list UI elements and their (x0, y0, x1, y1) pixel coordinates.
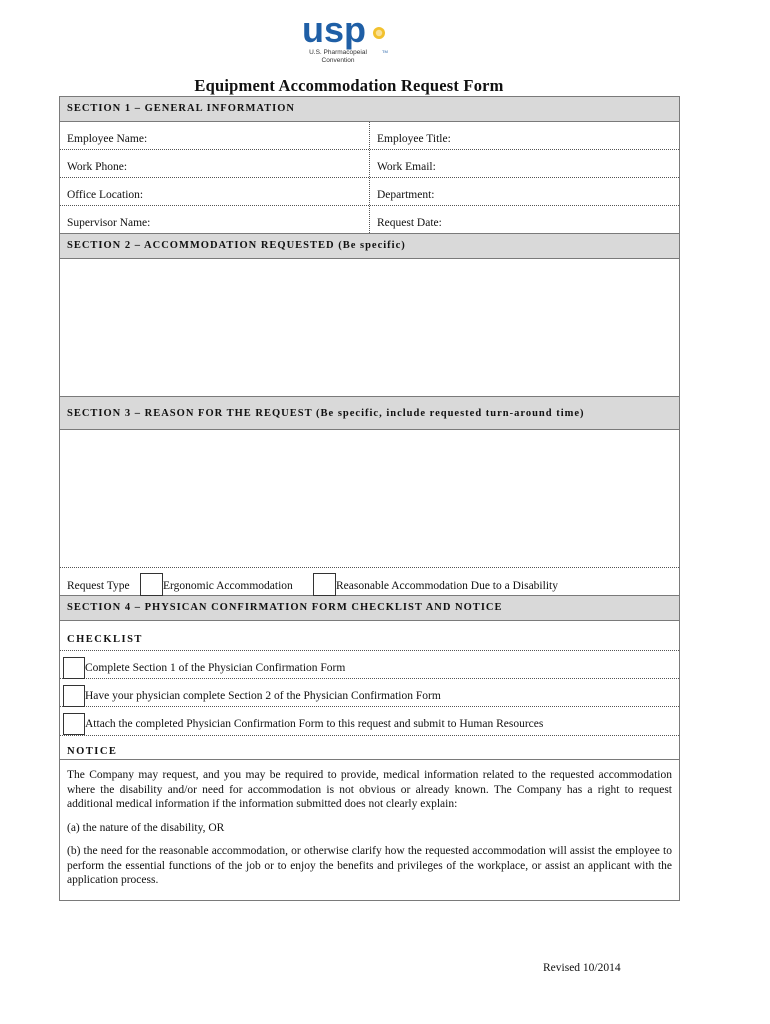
ergonomic-checkbox[interactable] (140, 573, 163, 596)
logo-trademark: TM (382, 49, 388, 54)
request-type-label: Request Type (67, 580, 130, 592)
checklist-item (60, 651, 679, 679)
notice-body (60, 760, 679, 900)
logo-line1: U.S. Pharmacopeial (309, 49, 367, 56)
supervisor-name-field[interactable]: Supervisor Name: (60, 206, 370, 233)
checklist-checkbox[interactable] (63, 657, 85, 679)
usp-logo (300, 10, 410, 66)
notice-paragraph: (a) the nature of the disability, OR (67, 821, 225, 834)
section2-heading: SECTION 2 – ACCOMMODATION REQUESTED (Be specific) (60, 234, 679, 259)
employee-name-field[interactable]: Employee Name: (60, 122, 370, 149)
logo-accent-highlight (376, 30, 382, 36)
checklist-item (60, 679, 679, 707)
accommodation-requested-area[interactable] (60, 259, 679, 397)
office-location-field[interactable]: Office Location: (60, 178, 370, 205)
checklist-item-label: Have your physician complete Section 2 of the Physician Confirmation Form (85, 690, 441, 702)
section3-heading: SECTION 3 – REASON FOR THE REQUEST (Be specific, include requested turn-around time) (60, 397, 679, 430)
ergonomic-label: Ergonomic Accommodation (163, 580, 293, 592)
disability-checkbox[interactable] (313, 573, 336, 596)
form-row (60, 122, 679, 150)
form-row (60, 150, 679, 178)
department-field[interactable]: Department: (377, 189, 435, 201)
checklist-item-label: Attach the completed Physician Confirmation Form to this request and submit to Human Resources (85, 718, 544, 730)
employee-title-field[interactable]: Employee Title: (377, 133, 451, 145)
checklist-item-label: Complete Section 1 of the Physician Confirmation Form (85, 662, 346, 674)
request-date-field[interactable]: Request Date: (377, 217, 442, 229)
work-phone-field[interactable]: Work Phone: (60, 150, 370, 177)
notice-paragraph: The Company may request, and you may be required to provide, medical information related to the requested accommodation where the disability and/or need for accommodation is not obvious or already known. The Company has a right to request additional medical information if the information submitted does not clearly explain: (67, 769, 672, 810)
logo-line2: Convention (321, 57, 355, 64)
checklist-checkbox[interactable] (63, 713, 85, 735)
logo-wordmark: usp (302, 10, 367, 50)
section4-heading: SECTION 4 – PHYSICAN CONFIRMATION FORM CHECKLIST AND NOTICE (60, 596, 679, 621)
request-type-row (60, 568, 679, 596)
checklist-heading: CHECKLIST (60, 621, 679, 651)
notice-heading: NOTICE (60, 736, 679, 760)
form-title: Equipment Accommodation Request Form (194, 76, 504, 95)
reason-for-request-area[interactable] (60, 430, 679, 568)
revised-date: Revised 10/2014 (543, 962, 621, 974)
section1-heading: SECTION 1 – GENERAL INFORMATION (60, 97, 679, 122)
checklist-checkbox[interactable] (63, 685, 85, 707)
request-form (59, 96, 680, 901)
notice-paragraph: (b) the need for the reasonable accommodation, or otherwise clarify how the requested accommodation will assist the employee to perform the essential functions of the job or to enjoy the benefits and privileges of the workplace, or assist an applicant with the application process. (67, 845, 672, 886)
disability-label: Reasonable Accommodation Due to a Disability (336, 580, 558, 592)
work-email-field[interactable]: Work Email: (377, 161, 436, 173)
form-row (60, 178, 679, 206)
form-row (60, 206, 679, 234)
checklist-item (60, 707, 679, 736)
